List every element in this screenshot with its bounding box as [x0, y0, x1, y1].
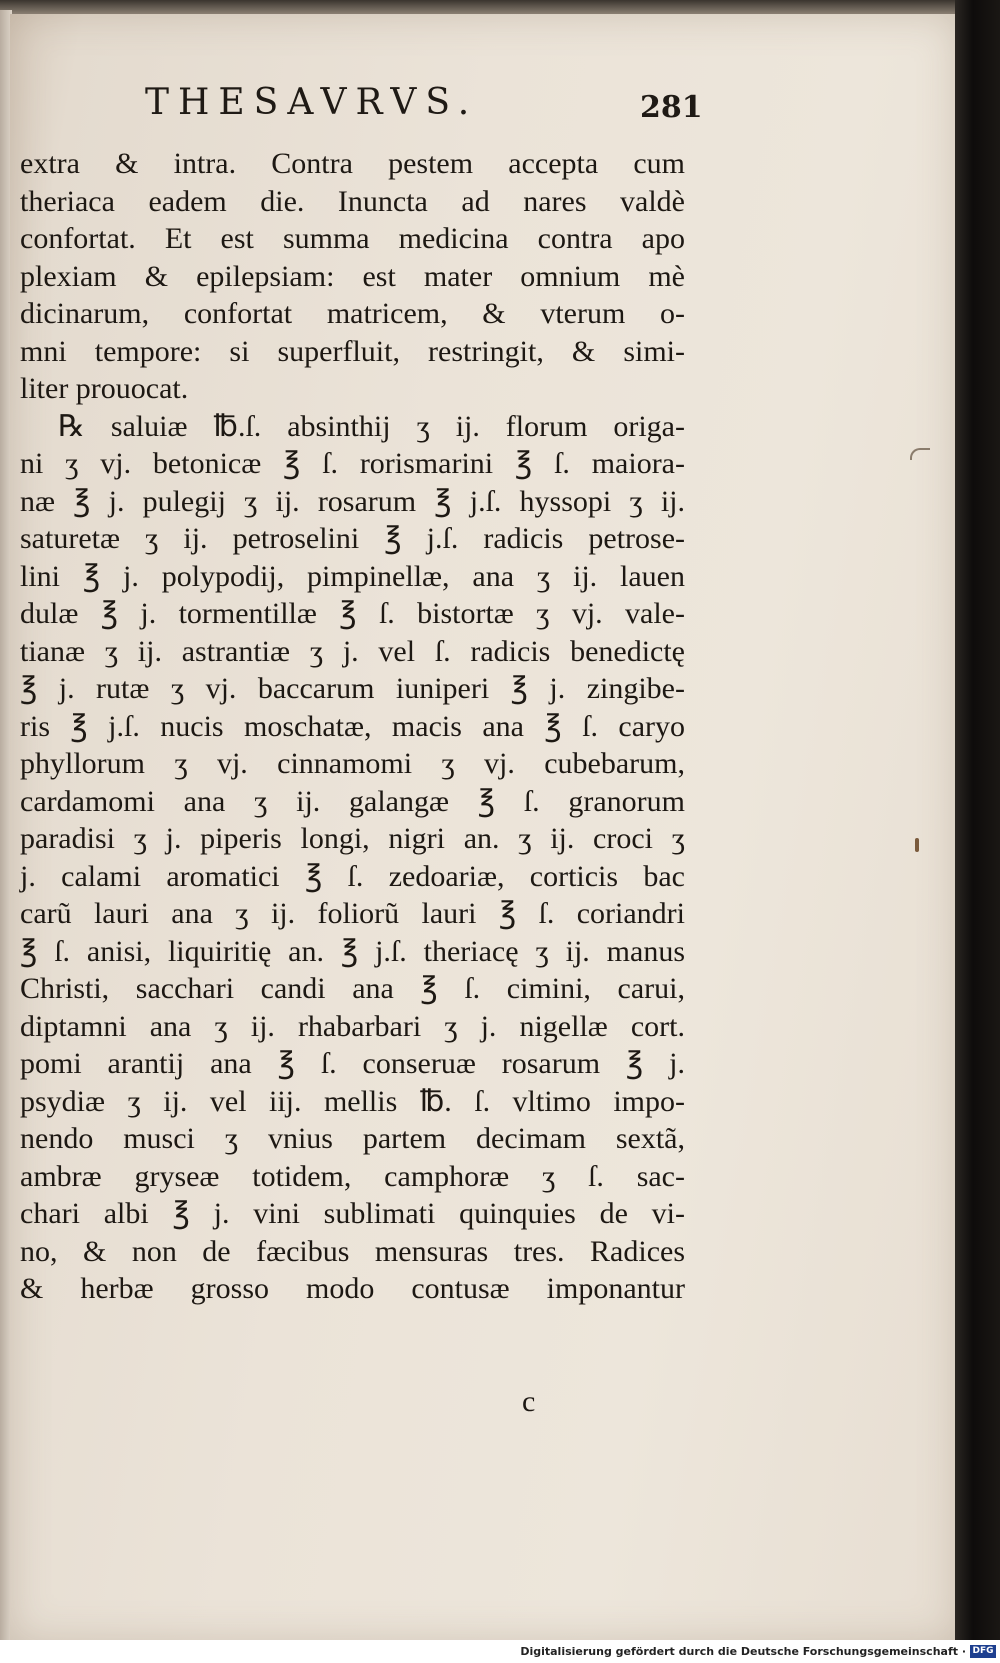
scan-top-shadow: [0, 0, 960, 14]
text-line: saturetæ ʒ ij. petroselini ℥ j.ſ. radicis petrose-: [20, 522, 685, 555]
dfg-logo: DFG: [970, 1645, 996, 1658]
catchword: c: [522, 1385, 536, 1418]
text-line: & herbæ grosso modo contusæ imponantur: [20, 1272, 685, 1305]
recipe-first-line: ℞ saluiæ ℔.ſ. absinthij ʒ ij. florum origa-: [58, 409, 685, 443]
text-line: phyllorum ʒ vj. cinnamomi ʒ vj. cubebarum,: [20, 747, 685, 780]
text-line: extra & intra. Contra pestem accepta cum: [20, 147, 685, 180]
text-line: ambræ gryseæ totidem, camphoræ ʒ ſ. sac-: [20, 1159, 685, 1193]
text-line: theriaca eadem die. Inuncta ad nares valdè: [20, 184, 685, 218]
text-line: dulæ ℥ j. tormentillæ ℥ ſ. bistortæ ʒ vj. vale-: [20, 597, 685, 630]
text-line: plexiam & epilepsiam: est mater omnium mè: [20, 259, 685, 293]
text-line: lini ℥ j. polypodij, pimpinellæ, ana ʒ ij. lauen: [20, 559, 685, 593]
text-line: cardamomi ana ʒ ij. galangæ ℥ ſ. granorum: [20, 784, 685, 818]
text-line: paradisi ʒ j. piperis longi, nigri an. ʒ ij. croci ʒ: [20, 822, 685, 855]
text-line: no, & non de fæcibus mensuras tres. Radices: [20, 1234, 685, 1268]
scan-right-edge: [955, 0, 1000, 1663]
text-line: ℥ ſ. anisi, liquiritię an. ℥ j.ſ. theriacę ʒ ij. manus: [20, 934, 685, 968]
digitization-credit: Digitalisierung gefördert durch die Deutsche Forschungsgemeinschaft ·: [520, 1645, 966, 1658]
page-number: 281: [640, 90, 703, 125]
text-line: Christi, sacchari candi ana ℥ ſ. cimini, carui,: [20, 972, 685, 1005]
running-head: THESAVRVS.: [145, 82, 479, 123]
text-line: liter prouocat.: [20, 372, 189, 405]
text-line: chari albi ℥ j. vini sublimati quinquies de vi-: [20, 1197, 685, 1230]
text-line: j. calami aromatici ℥ ſ. zedoariæ, corticis bac: [20, 859, 685, 893]
text-line: mni tempore: si superfluit, restringit, & simi-: [20, 334, 685, 368]
body-text: [20, 145, 685, 1308]
text-line: psydiæ ʒ ij. vel iij. mellis ℔. ſ. vltimo impo-: [20, 1084, 685, 1118]
text-line: ris ℥ j.ſ. nucis moschatæ, macis ana ℥ ſ. caryo: [20, 709, 685, 743]
text-line: ni ʒ vj. betonicæ ℥ ſ. rorismarini ℥ ſ. maiora-: [20, 447, 685, 480]
text-line: carũ lauri ana ʒ ij. foliorũ lauri ℥ ſ. coriandri: [20, 897, 685, 930]
text-line: næ ℥ j. pulegij ʒ ij. rosarum ℥ j.ſ. hyssopi ʒ ij.: [20, 484, 685, 518]
text-line: confortat. Et est summa medicina contra apo: [20, 222, 685, 255]
text-line: ℥ j. rutæ ʒ vj. baccarum iuniperi ℥ j. zingibe-: [20, 672, 685, 705]
text-line: dicinarum, confortat matricem, & vterum o-: [20, 297, 685, 330]
text-line: diptamni ana ʒ ij. rhabarbari ʒ j. nigellæ cort.: [20, 1009, 685, 1043]
text-line: nendo musci ʒ vnius partem decimam sextã,: [20, 1122, 685, 1155]
text-line: tianæ ʒ ij. astrantiæ ʒ j. vel ſ. radicis benedictę: [20, 634, 685, 668]
margin-pencil-mark: [910, 448, 930, 460]
text-line: pomi arantij ana ℥ ſ. conseruæ rosarum ℥ j.: [20, 1047, 685, 1080]
page-stain: [915, 838, 919, 852]
